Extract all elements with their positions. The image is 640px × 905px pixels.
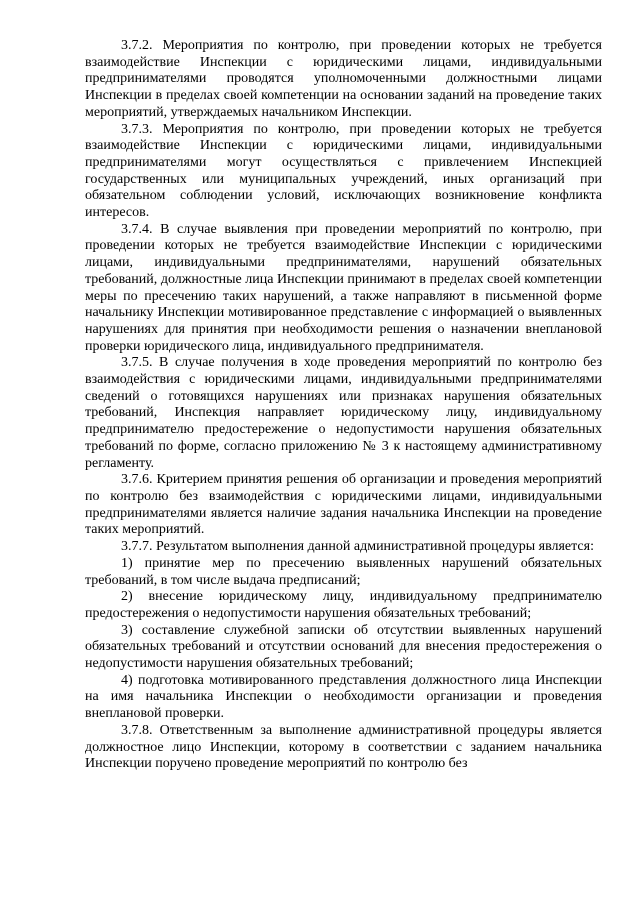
paragraph-3-7-7: 3.7.7. Результатом выполнения данной административной процедуры является:	[121, 539, 594, 555]
paragraph-3-7-5: 3.7.5. В случае получения в ходе проведения мероприятий по контролю без взаимодействия с юридическими лицами, индивидуальными предпринимателями сведений о готовящихся нарушениях или признаках нарушения обязательных требований, Инспекция направляет юридическому лицу, индивидуальному предпринимателю предостережение о недопустимости нарушения обязательных требований по форме, согласно приложению № 3 к настоящему административному регламенту.	[85, 355, 602, 471]
paragraph-3-7-2: 3.7.2. Мероприятия по контролю, при проведении которых не требуется взаимодействие Инспекции с юридическими лицами, индивидуальными предпринимателями проводятся уполномоченными должностными лицами Инспекции в пределах своей компетенции на основании заданий на проведение таких мероприятий, утверждаемых начальником Инспекции.	[85, 38, 602, 120]
list-item-1: 1) принятие мер по пресечению выявленных нарушений обязательных требований, в том числе выдача предписаний;	[85, 555, 602, 588]
paragraph-3-7-6: 3.7.6. Критерием принятия решения об организации и проведения мероприятий по контролю без взаимодействия с юридическими лицами, индивидуальными предпринимателями является наличие задания начальника Инспекции на проведение таких мероприятий.	[85, 472, 602, 538]
list-item-3: 3) составление служебной записки об отсутствии выявленных нарушений обязательных требований и отсутствии оснований для внесения предостережения о недопустимости нарушения обязательных требований;	[85, 622, 602, 672]
paragraph-3-7-3: 3.7.3. Мероприятия по контролю, при проведении которых не требуется взаимодействие Инспекции с юридическими лицами, индивидуальными предпринимателями могут осуществляться с привлечением Инспекцией государственных или муниципальных учреждений, иных организаций при обязательном соблюдении условий, исключающих возникновение конфликта интересов.	[85, 121, 602, 221]
list-item-2: 2) внесение юридическому лицу, индивидуальному предпринимателю предостережения о недопустимости нарушения обязательных требований;	[85, 589, 602, 621]
paragraph-3-7-4: 3.7.4. В случае выявления при проведении мероприятий по контролю, при проведении которых не требуется взаимодействие Инспекции с юридическими лицами, индивидуальными предпринимателями, нарушений обязательных требований, должностные лица Инспекции принимают в пределах своей компетенции меры по пресечению таких нарушений, а также направляют в письменной форме начальнику Инспекции мотивированное представление с информацией о выявленных нарушениях для принятия при необходимости решения о назначении внеплановой проверки юридического лица, индивидуального предпринимателя.	[85, 221, 602, 354]
paragraph-3-7-8: 3.7.8. Ответственным за выполнение административной процедуры является должностное лицо Инспекции, которому в соответствии с заданием начальника Инспекции поручено проведение мероприятий по контролю без	[85, 722, 602, 772]
list-item-4: 4) подготовка мотивированного представления должностного лица Инспекции на имя начальника Инспекции о необходимости организации и проведения внеплановой проверки.	[85, 672, 602, 722]
